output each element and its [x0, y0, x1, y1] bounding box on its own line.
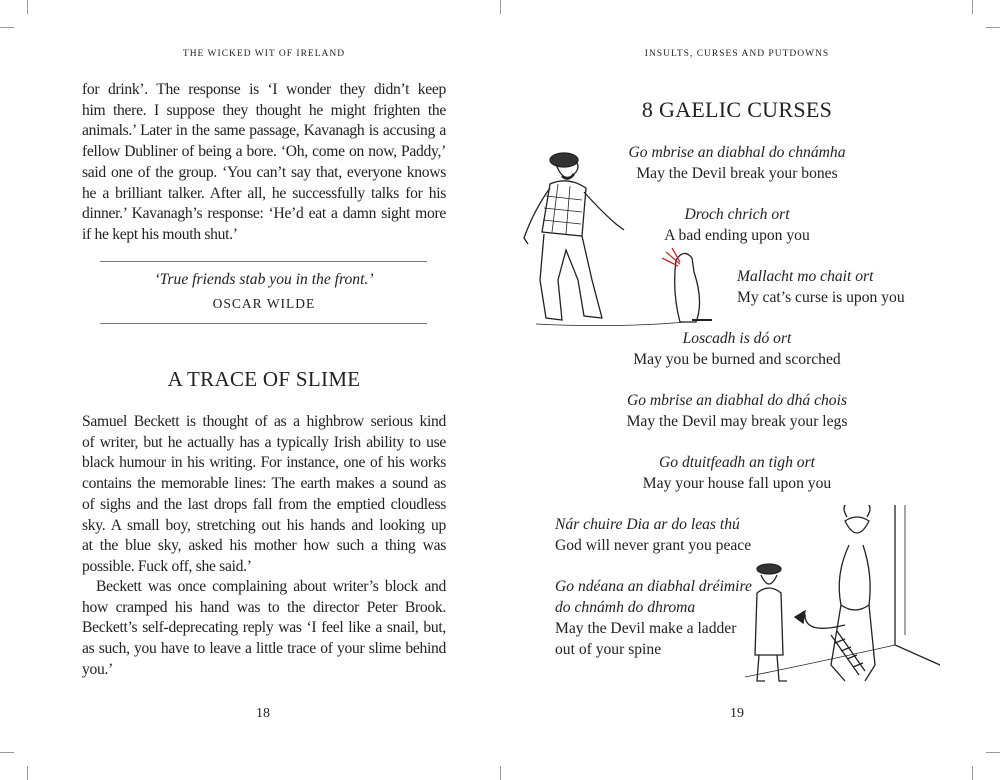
- quote-text: ‘True friends stab you in the front.’: [154, 271, 374, 288]
- text-line: animals.’ Later in the same passage, Kavanagh is accusing a: [82, 122, 446, 140]
- running-header: THE WICKED WIT OF IRELAND: [182, 49, 346, 59]
- curse-english: out of your spine: [555, 641, 662, 658]
- curse-irish: Loscadh is dó ort: [682, 330, 792, 347]
- quote-author: OSCAR WILDE: [212, 296, 316, 311]
- curse-irish: Go ndéana an diabhal dréimire: [555, 578, 752, 595]
- text-line: fellow Dubliner of being a bore. ‘Oh, come on now, Paddy,’: [82, 143, 446, 161]
- text-line: how cramped his hand was to the director Peter Brook.: [82, 598, 446, 616]
- text-line: at the blue sky, asked his mother how such a thing was: [82, 537, 446, 555]
- curse-irish: Go mbrise an diabhal do dhá chois: [626, 392, 848, 409]
- curse-english: My cat’s curse is upon you: [737, 289, 905, 306]
- page-number: 18: [256, 706, 270, 721]
- curse-english: A bad ending upon you: [664, 227, 810, 244]
- running-header: INSULTS, CURSES AND PUTDOWNS: [644, 49, 830, 59]
- man-and-cat-illustration: [516, 140, 716, 335]
- curse-english: May the Devil may break your legs: [626, 413, 848, 430]
- text-line: said one of the group. ‘You can’t say that, everyone knows: [82, 163, 446, 181]
- curse-english: God will never grant you peace: [555, 537, 752, 554]
- page-title: 8 GAELIC CURSES: [641, 97, 833, 122]
- devil-and-man-illustration: [745, 505, 940, 690]
- curse-irish: Droch chrich ort: [684, 206, 790, 223]
- curse-english: May the Devil break your bones: [636, 165, 838, 182]
- text-line: Beckett was once complaining about writer’s block and: [96, 578, 446, 595]
- text-line: sky. A small boy, stretching out his hands and looking up: [82, 516, 446, 534]
- divider: [100, 261, 427, 262]
- text-line: he a brilliant talker. After all, he successfully talks for his: [82, 184, 446, 202]
- curse-irish: Go dtuitfeadh an tigh ort: [659, 454, 815, 471]
- text-line: as such, you have to leave a little trace of your slime behind: [82, 640, 446, 658]
- curse-irish: Mallacht mo chait ort: [737, 268, 874, 285]
- divider: [100, 323, 427, 324]
- curse-irish: Nár chuire Dia ar do leas thú: [555, 516, 740, 533]
- text-line: contains the memorable lines: The earth makes a sound as: [82, 475, 446, 493]
- page-number: 19: [730, 706, 744, 721]
- curse-english: May the Devil make a ladder: [555, 620, 737, 637]
- text-line: of writer, but he actually has a typically Irish ability to use: [82, 433, 446, 451]
- section-title: A TRACE OF SLIME: [167, 367, 361, 391]
- text-line: you.’: [82, 660, 113, 678]
- text-line: for drink’. The response is ‘I wonder they didn’t keep: [82, 81, 446, 98]
- right-page: [500, 0, 1000, 780]
- curse-english: May you be burned and scorched: [633, 351, 841, 368]
- curse-irish: Go mbrise an diabhal do chnámha: [628, 144, 846, 161]
- text-line: dinner.’ Kavanagh’s response: ‘He’d eat a damn sight more: [82, 205, 446, 223]
- text-line: Samuel Beckett is thought of as a highbrow serious kind: [82, 413, 446, 430]
- curse-irish: do chnámh do dhroma: [555, 599, 696, 616]
- text-line: if he kept his mouth shut.’: [82, 225, 238, 243]
- curse-english: May your house fall upon you: [642, 475, 832, 492]
- text-line: black humour in his writing. For instance, one of his works: [82, 454, 446, 472]
- text-line: Beckett’s self-deprecating reply was ‘I feel like a snail, but,: [82, 619, 446, 637]
- text-line: of sighs and the last drops fall from the emptied cloudless: [82, 495, 446, 513]
- text-line: him there. I suppose they thought he might frighten the: [82, 101, 446, 119]
- text-line: possible. Fuck off, she said.’: [82, 557, 252, 575]
